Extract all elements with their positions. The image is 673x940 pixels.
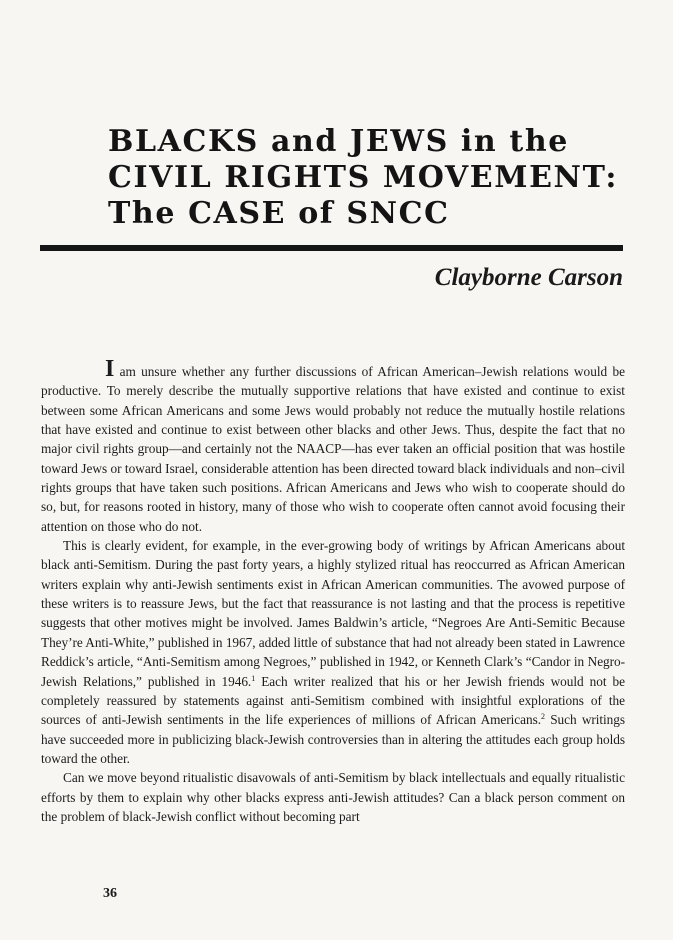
article-title xyxy=(108,124,628,232)
paragraph-2 xyxy=(41,536,625,768)
paragraph-2-text-a: This is clearly evident, for example, in the ever-growing body of writings by African Americans about black anti-Semitism. During the past forty years, a highly stylized ritual has reoccurred as African American writers explain why anti-Jewish sentiments exist in African American communities. The avowed purpose of these writers is to reassure Jews, but the fact that reassurance is not lasting and that the process is repetitive suggests that other motives might be involved. James Baldwin’s article, “Negroes Are Anti-Semitic Because They’re Anti-White,” published in 1967, added little of substance that had not already been stated in Lawrence Reddick’s article, “Anti-Semitism among Negroes,” published in 1942, or Kenneth Clark’s “Candor in Negro-Jewish Relations,” published in 1946. xyxy=(41,538,625,689)
paragraph-2-text-c: Such writings have succeeded more in publicizing black-Jewish controversies than in altering the attitudes each group holds toward the other. xyxy=(41,712,625,766)
paragraph-3 xyxy=(41,768,625,826)
paragraph-1-text: am unsure whether any further discussions of African American–Jewish relations would be productive. To merely describe the mutually supportive relations that have existed and continue to exist between some African Americans and some Jews would probably not reduce the mutually hostile relations that have existed and continue to exist between other blacks and other Jews. Thus, despite the fact that no major civil rights group—and certainly not the NAACP—has ever taken an official position that was hostile toward Jews or toward Israel, considerable attention has been directed toward black individuals and non–civil rights groups that have taken such positions. African Americans and Jews who wish to cooperate should do so, but, for reasons rooted in history, many of those who wish to cooperate often cannot avoid focusing their attention on those who do not. xyxy=(41,364,625,534)
title-divider-rule xyxy=(40,245,623,251)
title-line-2: CIVIL RIGHTS MOVEMENT: xyxy=(108,160,619,195)
article-body xyxy=(41,356,625,826)
paragraph-3-text: Can we move beyond ritualistic disavowals of anti-Semitism by black intellectuals and equally ritualistic efforts by them to explain why other blacks express anti-Jewish attitudes? Can a black person comment on the problem of black-Jewish conflict without becoming part xyxy=(41,770,625,824)
paragraph-1 xyxy=(41,356,625,536)
author-byline: Clayborne Carson xyxy=(434,264,623,291)
drop-cap: I xyxy=(105,356,115,382)
title-line-3: The CASE of SNCC xyxy=(108,196,450,231)
footnote-ref-2: 2 xyxy=(541,712,545,722)
paragraph-2-text-b: Each writer realized that his or her Jewish friends would not be completely reassured by statements against anti-Semitism combined with insightful explorations of the sources of anti-Jewish sentiments in the life experiences of millions of African Americans. xyxy=(41,673,625,728)
title-line-1: BLACKS and JEWS in the xyxy=(108,124,569,159)
page-number: 36 xyxy=(103,886,117,901)
footnote-ref-1: 1 xyxy=(251,673,256,683)
